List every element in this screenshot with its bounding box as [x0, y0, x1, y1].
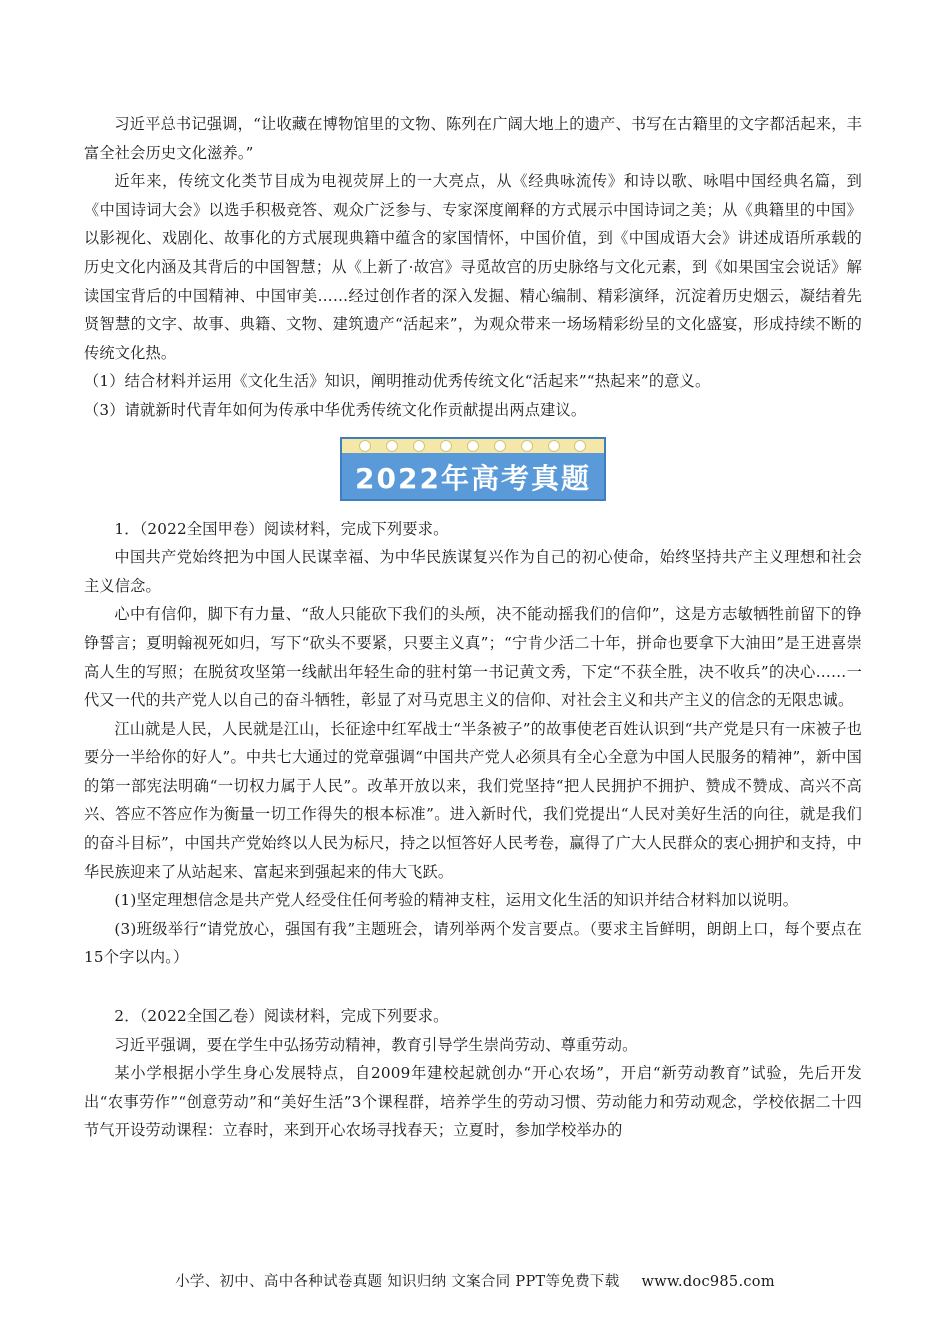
problem2-title: 2．（2022全国乙卷）阅读材料，完成下列要求。: [114, 1007, 449, 1026]
section-spacer: [84, 972, 862, 1002]
banner-title: 2022年高考真题: [355, 461, 591, 495]
intro-question-3: （3）请就新时代青年如何为传承中华优秀传统文化作贡献提出两点建议。: [84, 400, 587, 419]
problem1-paragraph-3: 江山就是人民，人民就是江山，长征途中红军战士“半条被子”的故事使老百姓认识到“共产党是只有一床被子也要分一半给你的好人”。中共七大通过的党章强调“中国共产党人必须具有全心全意为中国人民服务的精神”，新中国的第一部宪法明确“一切权力属于人民”。改革开放以来，我们党坚持“把人民拥护不拥护、赞成不赞成、高兴不高兴、答应不答应作为衡量一切工作得失的根本标准”。进入新时代，我们党提出“人民对美好生活的向往，就是我们的奋斗目标”，中国共产党始终以人民为标尺，持之以恒答好人民考卷，赢得了广大人民群众的衷心拥护和支持，中华民族迎来了从站起来、富起来到强起来的伟大飞跃。: [84, 719, 862, 881]
banner-dot-icon: [494, 440, 506, 452]
intro-paragraph-1: 习近平总书记强调，“让收藏在博物馆里的文物、陈列在广阔大地上的遗产、书写在古籍里的文字都活起来，丰富全社会历史文化滋养。”: [84, 115, 862, 162]
banner-dot-icon: [359, 440, 371, 452]
problem1-paragraph-1: 中国共产党始终把为中国人民谋幸福、为中华民族谋复兴作为自己的初心使命，始终坚持共产主义理想和社会主义信念。: [84, 548, 862, 595]
problem1-question-1: (1)坚定理想信念是共产党人经受住任何考验的精神支柱，运用文化生活的知识并结合材料加以说明。: [114, 891, 799, 910]
problem1-question-3: (3)班级举行“请党放心，强国有我”主题班会，请列举两个发言要点。（要求主旨鲜明，朗朗上口，每个要点在15个字以内。）: [84, 919, 862, 967]
banner-dot-icon: [413, 440, 425, 452]
footer-text: 小学、初中、高中各种试卷真题 知识归纳 文案合同 PPT等免费下载: [175, 1274, 620, 1290]
problem2-paragraph-1: 习近平强调，要在学生中弘扬劳动精神，教育引导学生崇尚劳动、尊重劳动。: [114, 1035, 638, 1054]
banner-dot-icon: [574, 440, 586, 452]
problem2-paragraph-2: 某小学根据小学生身心发展特点，自2009年建校起就创办“开心农场”，开启“新劳动教育”试验，先后开发出“农事劳作”“创意劳动”和“美好生活”3个课程群，培养学生的劳动习惯、劳动能力和劳动观念，学校依据二十四节气开设劳动课程：立春时，来到开心农场寻找春天；立夏时，参加学校举办的: [84, 1064, 862, 1140]
banner-dot-icon: [521, 440, 533, 452]
section-banner: [340, 437, 606, 501]
problem1-title: 1．（2022全国甲卷）阅读材料，完成下列要求。: [114, 519, 449, 538]
banner-dot-icon: [386, 440, 398, 452]
banner-dot-icon: [548, 440, 560, 452]
banner-dot-icon: [467, 440, 479, 452]
page-footer: [0, 1270, 950, 1291]
problem1-paragraph-2: 心中有信仰，脚下有力量、“敌人只能砍下我们的头颅，决不能动摇我们的信仰”，这是方志敏牺牲前留下的铮铮誓言；夏明翰视死如归，写下“砍头不要紧，只要主义真”；“宁肯少活二十年，拼命也要拿下大油田”是王进喜崇高人生的写照；在脱贫攻坚第一线献出年轻生命的驻村第一书记黄文秀，下定“不获全胜，决不收兵”的决心……一代又一代的共产党人以自己的奋斗牺牲，彰显了对马克思主义的信仰、对社会主义和共产主义的信念的无限忠诚。: [84, 605, 862, 710]
banner-dot-icon: [440, 440, 452, 452]
section-banner-wrapper: [84, 437, 862, 501]
intro-paragraph-2: 近年来，传统文化类节目成为电视荧屏上的一大亮点，从《经典咏流传》和诗以歌、咏唱中国经典名篇，到《中国诗词大会》以选手积极竞答、观众广泛参与、专家深度阐释的方式展示中国诗词之美；从《典籍里的中国》以影视化、戏剧化、故事化的方式展现典籍中蕴含的家国情怀，中国价值，到《中国成语大会》讲述成语所承载的历史文化内涵及其背后的中国智慧；从《上新了·故宫》寻觅故宫的历史脉络与文化元素，到《如果国宝会说话》解读国宝背后的中国精神、中国审美……经过创作者的深入发掘、精心编制、精彩演绎，沉淀着历史烟云，凝结着先贤智慧的文字、故事、典籍、文物、建筑遗产“活起来”，为观众带来一场场精彩纷呈的文化盛宴，形成持续不断的传统文化热。: [84, 172, 862, 362]
banner-dot-strip: [342, 439, 604, 453]
intro-question-1: （1）结合材料并运用《文化生活》知识，阐明推动优秀传统文化“活起来”“热起来”的意义。: [84, 372, 711, 391]
document-content: [84, 110, 862, 1145]
footer-url-link[interactable]: www.doc985.com: [641, 1274, 775, 1290]
